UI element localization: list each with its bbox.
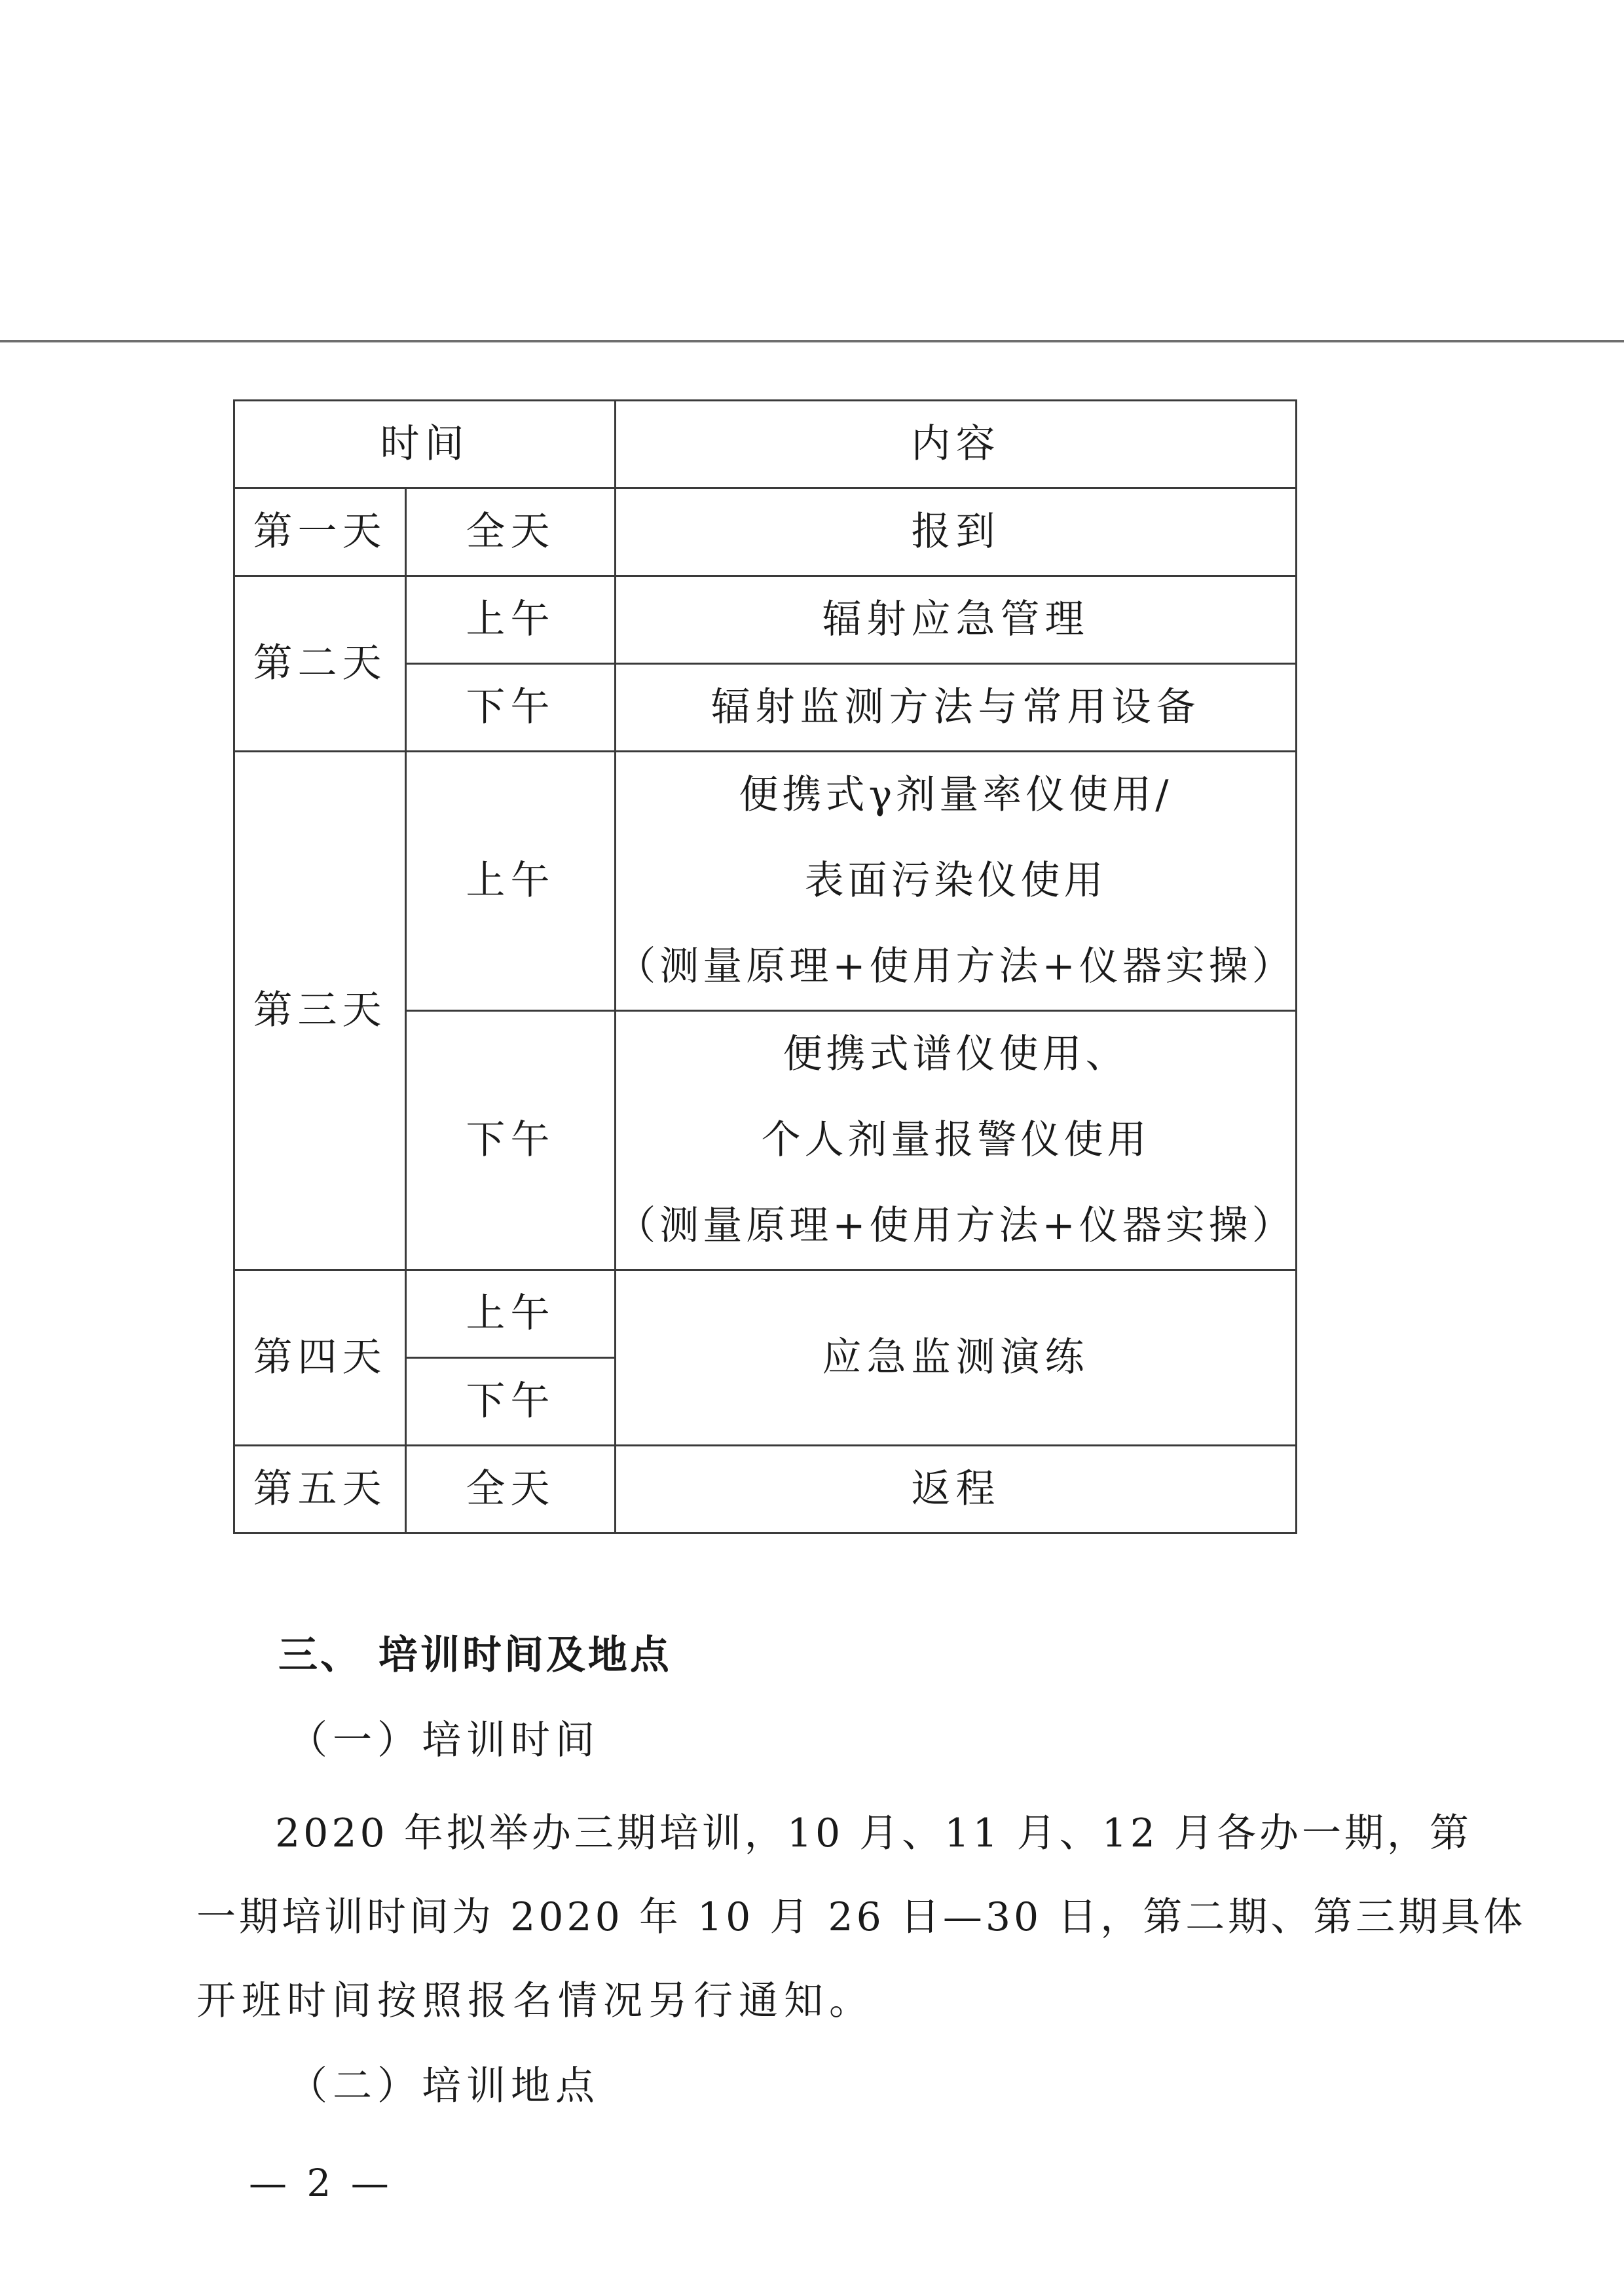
day4-label: 第四天 [234,1270,406,1446]
subheading-training-location: （二）培训地点 [288,2063,600,2109]
subheading-training-time: （一）培训时间 [288,1717,600,1763]
day5-period: 全天 [406,1446,616,1533]
header-time: 时间 [234,401,616,488]
paragraph-line-3: 开班时间按照报名情况另行通知。 [196,1978,874,2024]
day2-label: 第二天 [234,576,406,752]
day3-afternoon-line-1: 便携式谱仪使用、 [783,1031,1129,1077]
table-row-day4-morning [234,1270,1297,1358]
day1-period: 全天 [406,488,616,576]
header-content: 内容 [616,401,1297,488]
day4-morning-period: 上午 [406,1270,616,1358]
day5-label: 第五天 [234,1446,406,1533]
day2-morning-period: 上午 [406,576,616,664]
schedule-table [233,399,1297,1534]
table-row-day2-morning [234,576,1297,664]
day3-morning-content [616,752,1297,1011]
day3-morning-line-2: 表面污染仪使用 [804,858,1107,904]
table-row-day5 [234,1446,1297,1533]
day3-afternoon-line-2: 个人剂量报警仪使用 [761,1117,1151,1163]
day1-label: 第一天 [234,488,406,576]
day3-afternoon-period: 下午 [406,1011,616,1270]
table-header-row [234,401,1297,488]
day2-afternoon-content: 辐射监测方法与常用设备 [616,664,1297,752]
day3-morning-line-1: 便携式γ剂量率仪使用/ [739,772,1173,818]
day4-afternoon-period: 下午 [406,1358,616,1446]
day3-afternoon-line-3: （测量原理+使用方法+仪器实操） [616,1203,1295,1249]
day2-morning-content: 辐射应急管理 [616,576,1297,664]
day3-morning-period: 上午 [406,752,616,1011]
day5-content: 返程 [616,1446,1297,1533]
paragraph-line-2: 一期培训时间为 2020 年 10 月 26 日—30 日，第二期、第三期具体 [196,1894,1526,1940]
paragraph-line-1: 2020 年拟举办三期培训，10 月、11 月、12 月各办一期，第 [275,1810,1473,1856]
day2-afternoon-period: 下午 [406,664,616,752]
page-number: — 2 — [249,2161,393,2205]
day3-afternoon-content [616,1011,1297,1270]
table-row-day1 [234,488,1297,576]
day4-content: 应急监测演练 [616,1270,1297,1446]
table-row-day3-morning [234,752,1297,1011]
day3-label: 第三天 [234,752,406,1270]
header-rule [0,340,1624,342]
section-heading: 三、 培训时间及地点 [278,1632,672,1678]
day3-morning-line-3: （测量原理+使用方法+仪器实操） [616,944,1295,989]
day1-content: 报到 [616,488,1297,576]
